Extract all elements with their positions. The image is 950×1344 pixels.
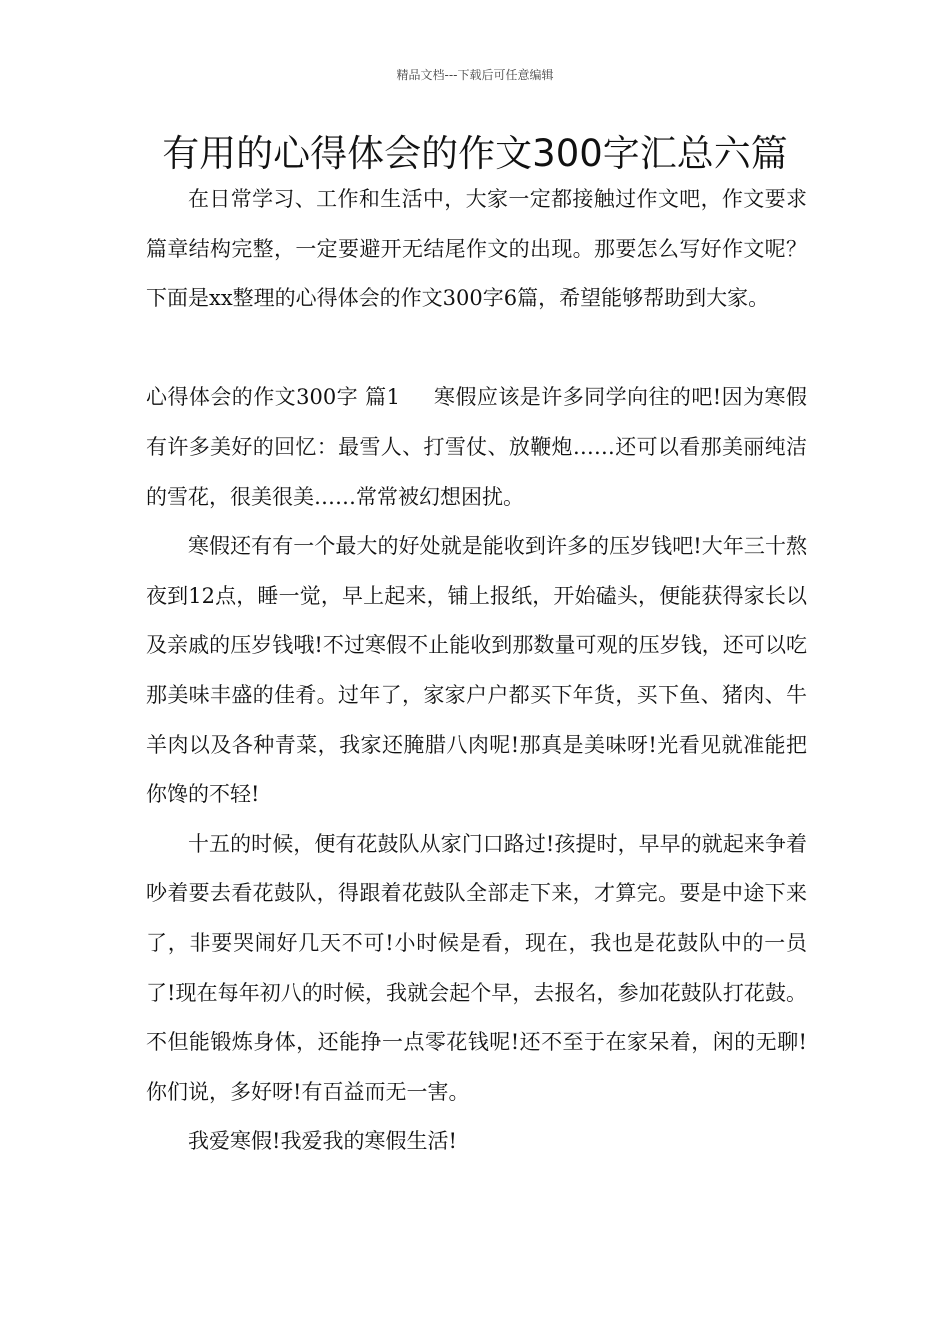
- document-title: 有用的心得体会的作文300字汇总六篇: [162, 132, 788, 175]
- section-1-paragraph: 我爱寒假!我爱我的寒假生活!: [188, 1129, 457, 1154]
- intro-paragraph: 在日常学习、工作和生活中，大家一定都接触过作文吧，作文要求篇章结构完整，一定要避开无结尾作文的出现。那要怎么写好作文呢？下面是xx整理的心得体会的作文300字6篇，希望能够帮助到大家。: [146, 187, 807, 311]
- page-header: 精品文档---下载后可任意编辑: [396, 68, 554, 82]
- paragraph-spacer: [146, 324, 807, 374]
- document-body: [146, 175, 807, 1167]
- section-1-heading: 心得体会的作文300字 篇1: [146, 385, 400, 410]
- section-1-paragraph: 寒假还有有一个最大的好处就是能收到许多的压岁钱吧!大年三十熬夜到12点，睡一觉，早上起来，铺上报纸，开始磕头，便能获得家长以及亲戚的压岁钱哦!不过寒假不止能收到那数量可观的压岁钱，还可以吃那美味丰盛的佳肴。过年了，家家户户都买下年货，买下鱼、猪肉、牛羊肉以及各种青菜，我家还腌腊八肉呢!那真是美味呀!光看见就准能把你馋的不轻!: [146, 534, 807, 807]
- section-1-paragraph: 十五的时候，便有花鼓队从家门口路过!孩提时，早早的就起来争着吵着要去看花鼓队，得跟着花鼓队全部走下来，才算完。要是中途下来了，非要哭闹好几天不可!小时候是看，现在，我也是花鼓队中的一员了!现在每年初八的时候，我就会起个早，去报名，参加花鼓队打花鼓。不但能锻炼身体，还能挣一点零花钱呢!还不至于在家呆着，闲的无聊!你们说，多好呀!有百益而无一害。: [146, 831, 807, 1104]
- section-1-lead-text: 寒假应该是许多同学向往的吧!因为寒假有许多美好的回忆：最雪人、打雪仗、放鞭炮……还可以看那美丽纯洁的雪花，很美很美……常常被幻想困扰。: [146, 385, 808, 509]
- section-1-lead-paragraph: [146, 373, 807, 522]
